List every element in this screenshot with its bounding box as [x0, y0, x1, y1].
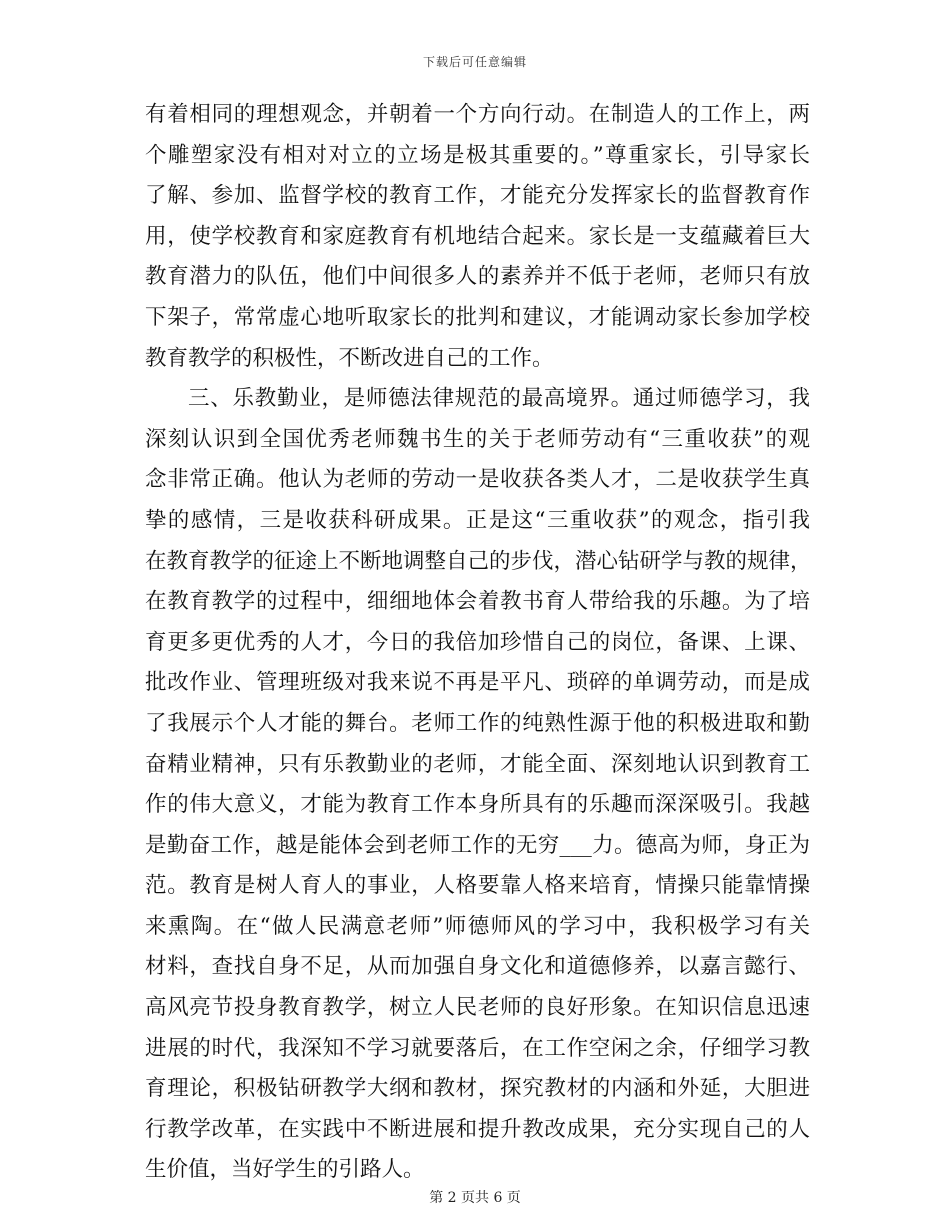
text-line: 来熏陶。在“做人民满意老师”师德师风的学习中，我积极学习有关: [145, 913, 810, 939]
text-line: 在教育教学的过程中，细细地体会着教书育人带给我的乐趣。为了培: [145, 589, 810, 615]
text-line: 念非常正确。他认为老师的劳动一是收获各类人才，二是收获学生真: [145, 467, 810, 493]
text-line: 材料，查找自身不足，从而加强自身文化和道德修养，以嘉言懿行、: [145, 954, 810, 980]
text-line: 批改作业、管理班级对我来说不再是平凡、琐碎的单调劳动，而是成: [145, 670, 810, 696]
text-line: 范。教育是树人育人的事业，人格要靠人格来培育，情操只能靠情操: [145, 873, 810, 899]
text-line: 是勤奋工作，越是能体会到老师工作的无穷___力。德高为师，身正为: [145, 832, 810, 858]
text-line: 用，使学校教育和家庭教育有机地结合起来。家长是一支蕴藏着巨大: [145, 223, 810, 249]
text-line: 深刻认识到全国优秀老师魏书生的关于老师劳动有“三重收获”的观: [145, 426, 810, 452]
text-line: 育理论，积极钻研教学大纲和教材，探究教材的内涵和外延，大胆进: [145, 1076, 810, 1102]
text-line: 作的伟大意义，才能为教育工作本身所具有的乐趣而深深吸引。我越: [145, 792, 810, 818]
text-line: 育更多更优秀的人才，今日的我倍加珍惜自己的岗位，备课、上课、: [145, 629, 810, 655]
paragraph-end-line: 生价值，当好学生的引路人。: [145, 1157, 425, 1183]
text-line: 有着相同的理想观念，并朝着一个方向行动。在制造人的工作上，两: [145, 102, 810, 127]
text-line: 在教育教学的征途上不断地调整自己的步伐，潜心钻研学与教的规律，: [145, 548, 812, 574]
document-body: [145, 95, 810, 1191]
paragraph-end-line: 教育教学的积极性，不断改进自己的工作。: [145, 345, 554, 371]
text-line: 挚的感情，三是收获科研成果。正是这“三重收获”的观念，指引我: [145, 507, 810, 533]
text-line: 奋精业精神，只有乐教勤业的老师，才能全面、深刻地认识到教育工: [145, 751, 810, 777]
paragraph-start-line: 三、乐教勤业，是师德法律规范的最高境界。通过师德学习，我: [188, 386, 810, 412]
page-header: 下载后可任意编辑: [422, 55, 527, 69]
text-line: 了我展示个人才能的舞台。老师工作的纯熟性源于他的积极进取和勤: [145, 710, 810, 736]
text-line: 个雕塑家没有相对对立的立场是极其重要的。”尊重家长，引导家长: [145, 142, 810, 168]
text-line: 进展的时代，我深知不学习就要落后，在工作空闲之余，仔细学习教: [145, 1035, 810, 1061]
text-line: 高风亮节投身教育教学，树立人民老师的良好形象。在知识信息迅速: [145, 995, 810, 1021]
text-line: 了解、参加、监督学校的教育工作，才能充分发挥家长的监督教育作: [145, 183, 810, 209]
text-line: 下架子，常常虚心地听取家长的批判和建议，才能调动家长参加学校: [145, 304, 810, 330]
text-line: 教育潜力的队伍，他们中间很多人的素养并不低于老师，老师只有放: [145, 264, 810, 290]
text-line: 行教学改革，在实践中不断进展和提升教改成果，充分实现自己的人: [145, 1116, 810, 1142]
page-number: 第 2 页共 6 页: [429, 1190, 521, 1206]
